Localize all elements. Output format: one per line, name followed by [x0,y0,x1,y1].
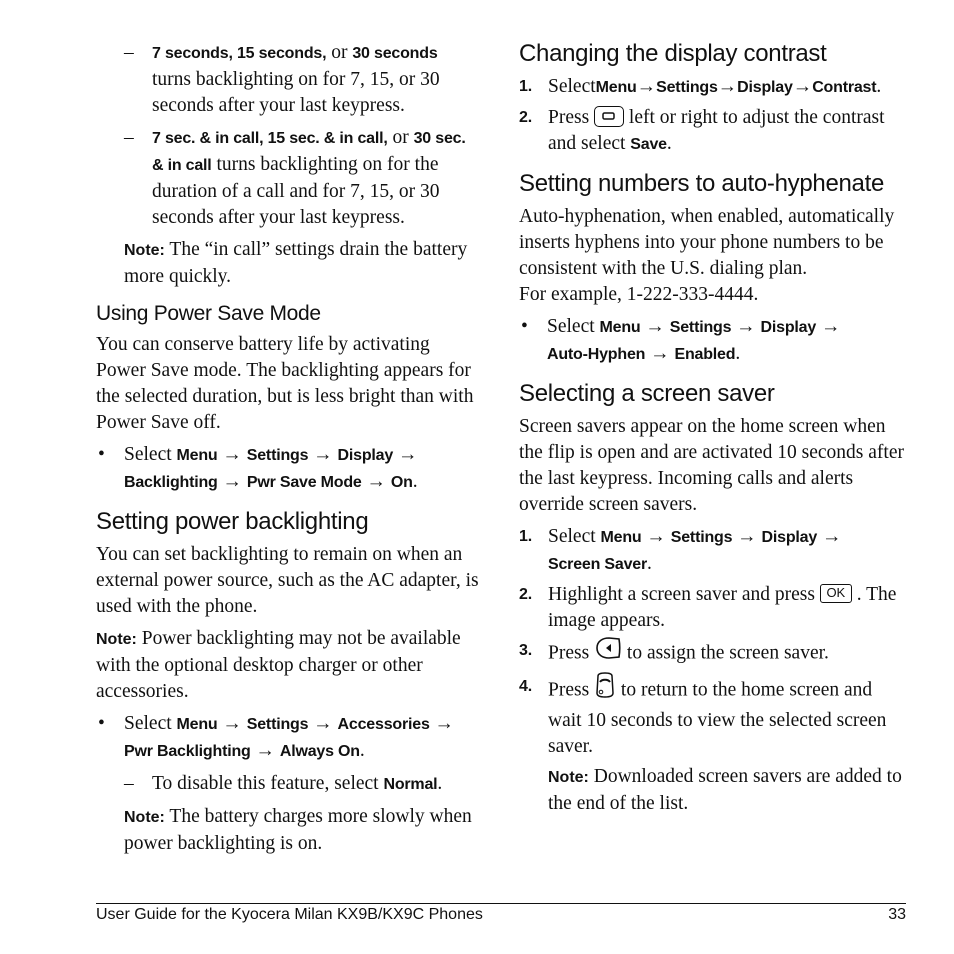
hyphen-example: For example, 1-222-333-4444. [519,284,759,305]
option-bold: Normal [383,776,438,793]
saver-step-3: 3. Press to assign the screen saver. [519,638,909,670]
menu-path-item: Settings [656,79,718,96]
menu-path-item: Pwr Backlighting [124,743,251,760]
menu-path-item: Menu [176,716,218,733]
option-bold: 30 sec. & in call [152,130,466,174]
bullet-power-save-path: • Select Menu → Settings → Display → Backlighting → Pwr Save Mode → On. [98,444,418,492]
page-footer [96,903,906,924]
menu-path-item: Settings [246,447,309,464]
menu-path-item: Settings [670,529,733,546]
menu-path-item: Menu [599,319,641,336]
heading-screen-saver: Selecting a screen saver [519,380,775,407]
dash-disable-feature: – To disable this feature, select Normal. [124,773,443,794]
item-text: turns backlighting on for the duration of a call and for 7, 15, or 30 seconds after your last keypress. [152,154,440,228]
menu-path-item: Screen Saver [548,556,648,573]
menu-path-item: Backlighting [124,474,218,491]
menu-path-item: Auto-Hyphen [547,346,646,363]
bullet-power-backlight-path: • Select Menu → Settings → Accessories → Pwr Backlighting → Always On. [98,713,455,761]
dash-item-in-call: – 7 sec. & in call, 15 sec. & in call, or 30 sec. & in call turns backlighting on for the duration of a call and for 7, 15, or 30 seconds after your last keypress. [124,127,466,228]
menu-path-item: Pwr Save Mode [246,474,362,491]
ok-key-icon: OK [820,584,852,603]
menu-path-item: Settings [246,716,309,733]
option-bold: Save [630,136,667,153]
menu-path-item: Display [337,447,394,464]
page-number: 33 [888,906,906,923]
right-column [519,40,909,817]
heading-display-contrast: Changing the display contrast [519,40,827,67]
power-save-body: You can conserve battery life by activating Power Save mode. The backlighting appears for the selected duration, but is less bright than with Power Save off. [96,334,474,433]
heading-auto-hyphenate: Setting numbers to auto-hyphenate [519,170,885,197]
end-key-icon [594,672,616,706]
power-backlighting-body: You can set backlighting to remain on when an external power source, such as the AC adapter, is used with the phone. [96,544,479,617]
menu-path-item: Menu [176,447,218,464]
menu-path-item: Accessories [337,716,430,733]
heading-power-backlighting: Setting power backlighting [96,508,369,535]
menu-path-item: Display [737,79,793,96]
note-screen-savers: Note: Downloaded screen savers are added to the end of the list. [548,766,902,814]
option-bold: 7 seconds, 15 seconds, [152,45,327,62]
menu-path-item: Contrast [812,79,877,96]
menu-path-item: On [390,474,413,491]
menu-path-item: Settings [669,319,732,336]
menu-path-item: Display [760,319,817,336]
saver-step-2: 2. Highlight a screen saver and press OK . The image appears. [519,584,897,631]
contrast-step-1: 1. SelectMenu→Settings→Display→Contrast. [519,76,882,97]
footer-title: User Guide for the Kyocera Milan KX9B/KX9C Phones [96,906,483,923]
option-bold: 30 seconds [352,45,438,62]
end-key-glyph [594,672,616,698]
heading-power-save: Using Power Save Mode [96,302,321,325]
left-column [96,40,481,857]
menu-path-item: Always On [279,743,360,760]
note-battery-charges: Note: The battery charges more slowly when power backlighting is on. [124,806,472,854]
menu-path-item: Menu [595,79,637,96]
bullet-hyphen-path: • Select Menu → Settings → Display → Auto-Hyphen → Enabled. [521,316,841,364]
note-in-call: Note: The “in call” settings drain the battery more quickly. [124,239,468,287]
contrast-step-2: 2. Press left or right to adjust the contrast and select Save. [519,107,885,154]
nav-key-glyph [595,107,622,125]
menu-path-item: Menu [600,529,642,546]
dash-item-seconds: – 7 seconds, 15 seconds, or 30 seconds turns backlighting on for 7, 15, or 30 seconds after your last keypress. [124,42,440,116]
item-text: turns backlighting on for 7, 15, or 30 seconds after your last keypress. [152,69,440,116]
left-softkey-glyph [594,636,622,660]
saver-step-4: 4. Press to return to the home screen and wait 10 seconds to view the selected screen saver. [519,674,909,760]
left-softkey-icon [594,636,622,668]
nav-key-icon [594,106,624,127]
saver-step-1: 1. Select Menu → Settings → Display → Screen Saver. [519,526,842,574]
menu-path-item: Display [761,529,818,546]
note-power-backlighting: Note: Power backlighting may not be available with the optional desktop charger or other accessories. [96,628,461,702]
hyphen-body: Auto-hyphenation, when enabled, automatically inserts hyphens into your phone numbers to be consistent with the U.S. dialing plan. [519,206,895,279]
option-bold: 7 sec. & in call, 15 sec. & in call, [152,130,388,147]
screen-saver-body: Screen savers appear on the home screen when the flip is open and are activated 10 seconds after the last keypress. Incoming calls and alerts override screen savers. [519,416,904,515]
menu-path-item: Enabled [674,346,736,363]
